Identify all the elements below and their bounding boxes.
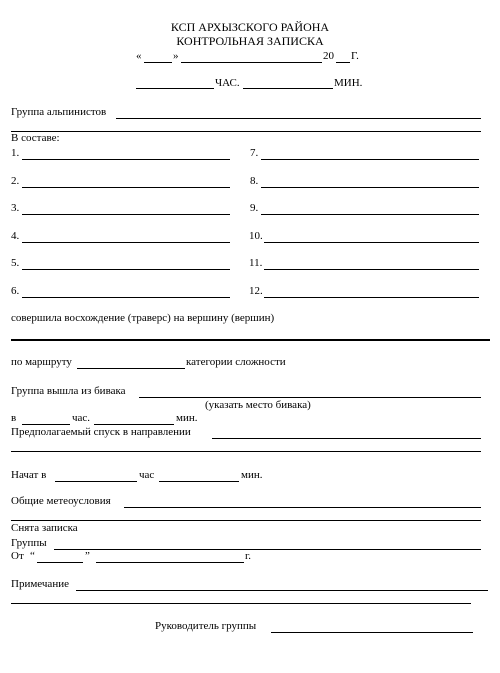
org-title: КСП АРХЫЗСКОГО РАЙОНА	[170, 20, 330, 34]
summit-line[interactable]	[11, 339, 490, 341]
bivouac-hour-field[interactable]	[22, 424, 70, 425]
route-suffix: категории сложности	[186, 356, 286, 368]
bivouac-label: Группа вышла из бивака	[11, 385, 126, 397]
member-field[interactable]	[22, 214, 230, 215]
member-field[interactable]	[22, 297, 230, 298]
year-suffix: Г.	[351, 50, 359, 62]
member-field[interactable]	[264, 297, 479, 298]
removed-year-suffix: г.	[245, 550, 252, 562]
member-number: 11.	[249, 257, 263, 269]
member-number: 6.	[11, 285, 20, 297]
bivouac-minute-field[interactable]	[94, 424, 174, 425]
member-number: 8.	[250, 175, 259, 187]
member-field[interactable]	[22, 187, 230, 188]
descent-field[interactable]	[212, 438, 481, 439]
member-number: 5.	[11, 257, 20, 269]
member-field[interactable]	[22, 159, 230, 160]
descent-label: Предполагаемый спуск в направлении	[11, 426, 191, 438]
start-minute-label: мин.	[241, 469, 263, 481]
member-number: 3.	[11, 202, 20, 214]
start-label: Начат в	[11, 469, 47, 481]
member-number: 7.	[250, 147, 259, 159]
removed-group-label: Группы	[11, 537, 47, 549]
month-field[interactable]	[181, 62, 322, 63]
start-minute-field[interactable]	[159, 481, 239, 482]
route-field[interactable]	[77, 368, 185, 369]
removed-day-field[interactable]	[37, 562, 83, 563]
removed-label: Снята записка	[11, 522, 78, 534]
leader-label: Руководитель группы	[155, 620, 257, 632]
bivouac-minute-label: мин.	[176, 412, 198, 424]
start-hour-label: час	[139, 469, 155, 481]
member-number: 2.	[11, 175, 20, 187]
member-number: 9.	[250, 202, 259, 214]
composition-label: В составе:	[11, 132, 60, 144]
date-close-quote: »	[173, 50, 179, 62]
group-label: Группа альпинистов	[11, 106, 107, 118]
weather-field-continued[interactable]	[11, 520, 481, 521]
ascent-text: совершила восхождение (траверс) на вершину (вершин)	[11, 312, 275, 324]
member-field[interactable]	[261, 187, 479, 188]
route-prefix: по маршруту	[11, 356, 72, 368]
removed-from-label: От	[11, 550, 24, 562]
minute-label: МИН.	[334, 77, 363, 89]
note-label: Примечание	[11, 578, 69, 590]
bivouac-in-label: в	[11, 412, 17, 424]
removed-group-field[interactable]	[54, 549, 481, 550]
bivouac-hint: (указать место бивака)	[205, 399, 311, 411]
weather-label: Общие метеоусловия	[11, 495, 111, 507]
member-number: 4.	[11, 230, 20, 242]
document-title: КОНТРОЛЬНАЯ ЗАПИСКА	[176, 34, 324, 48]
note-field[interactable]	[76, 590, 488, 591]
weather-field[interactable]	[124, 507, 481, 508]
group-name-field[interactable]	[116, 118, 481, 119]
bivouac-field[interactable]	[139, 397, 481, 398]
member-field[interactable]	[22, 269, 230, 270]
leader-signature-field[interactable]	[271, 632, 473, 633]
member-field[interactable]	[264, 269, 479, 270]
bivouac-hour-label: час.	[72, 412, 91, 424]
start-hour-field[interactable]	[55, 481, 137, 482]
removed-quote-open: “	[30, 550, 35, 562]
member-field[interactable]	[22, 242, 230, 243]
minute-field[interactable]	[243, 88, 333, 89]
date-open-quote: «	[136, 50, 142, 62]
descent-field-continued[interactable]	[11, 451, 481, 452]
member-field[interactable]	[261, 159, 479, 160]
member-number: 10.	[249, 230, 263, 242]
member-field[interactable]	[264, 242, 479, 243]
day-field[interactable]	[144, 62, 172, 63]
hour-label: ЧАС.	[215, 77, 240, 89]
member-number: 12.	[249, 285, 263, 297]
group-name-field-continued[interactable]	[11, 131, 481, 132]
member-number: 1.	[11, 147, 20, 159]
note-field-continued[interactable]	[11, 603, 471, 604]
year-prefix: 20	[323, 50, 334, 62]
hour-field[interactable]	[136, 88, 214, 89]
removed-quote-close: ”	[85, 550, 90, 562]
year-field[interactable]	[336, 62, 350, 63]
removed-month-field[interactable]	[96, 562, 244, 563]
member-field[interactable]	[261, 214, 479, 215]
